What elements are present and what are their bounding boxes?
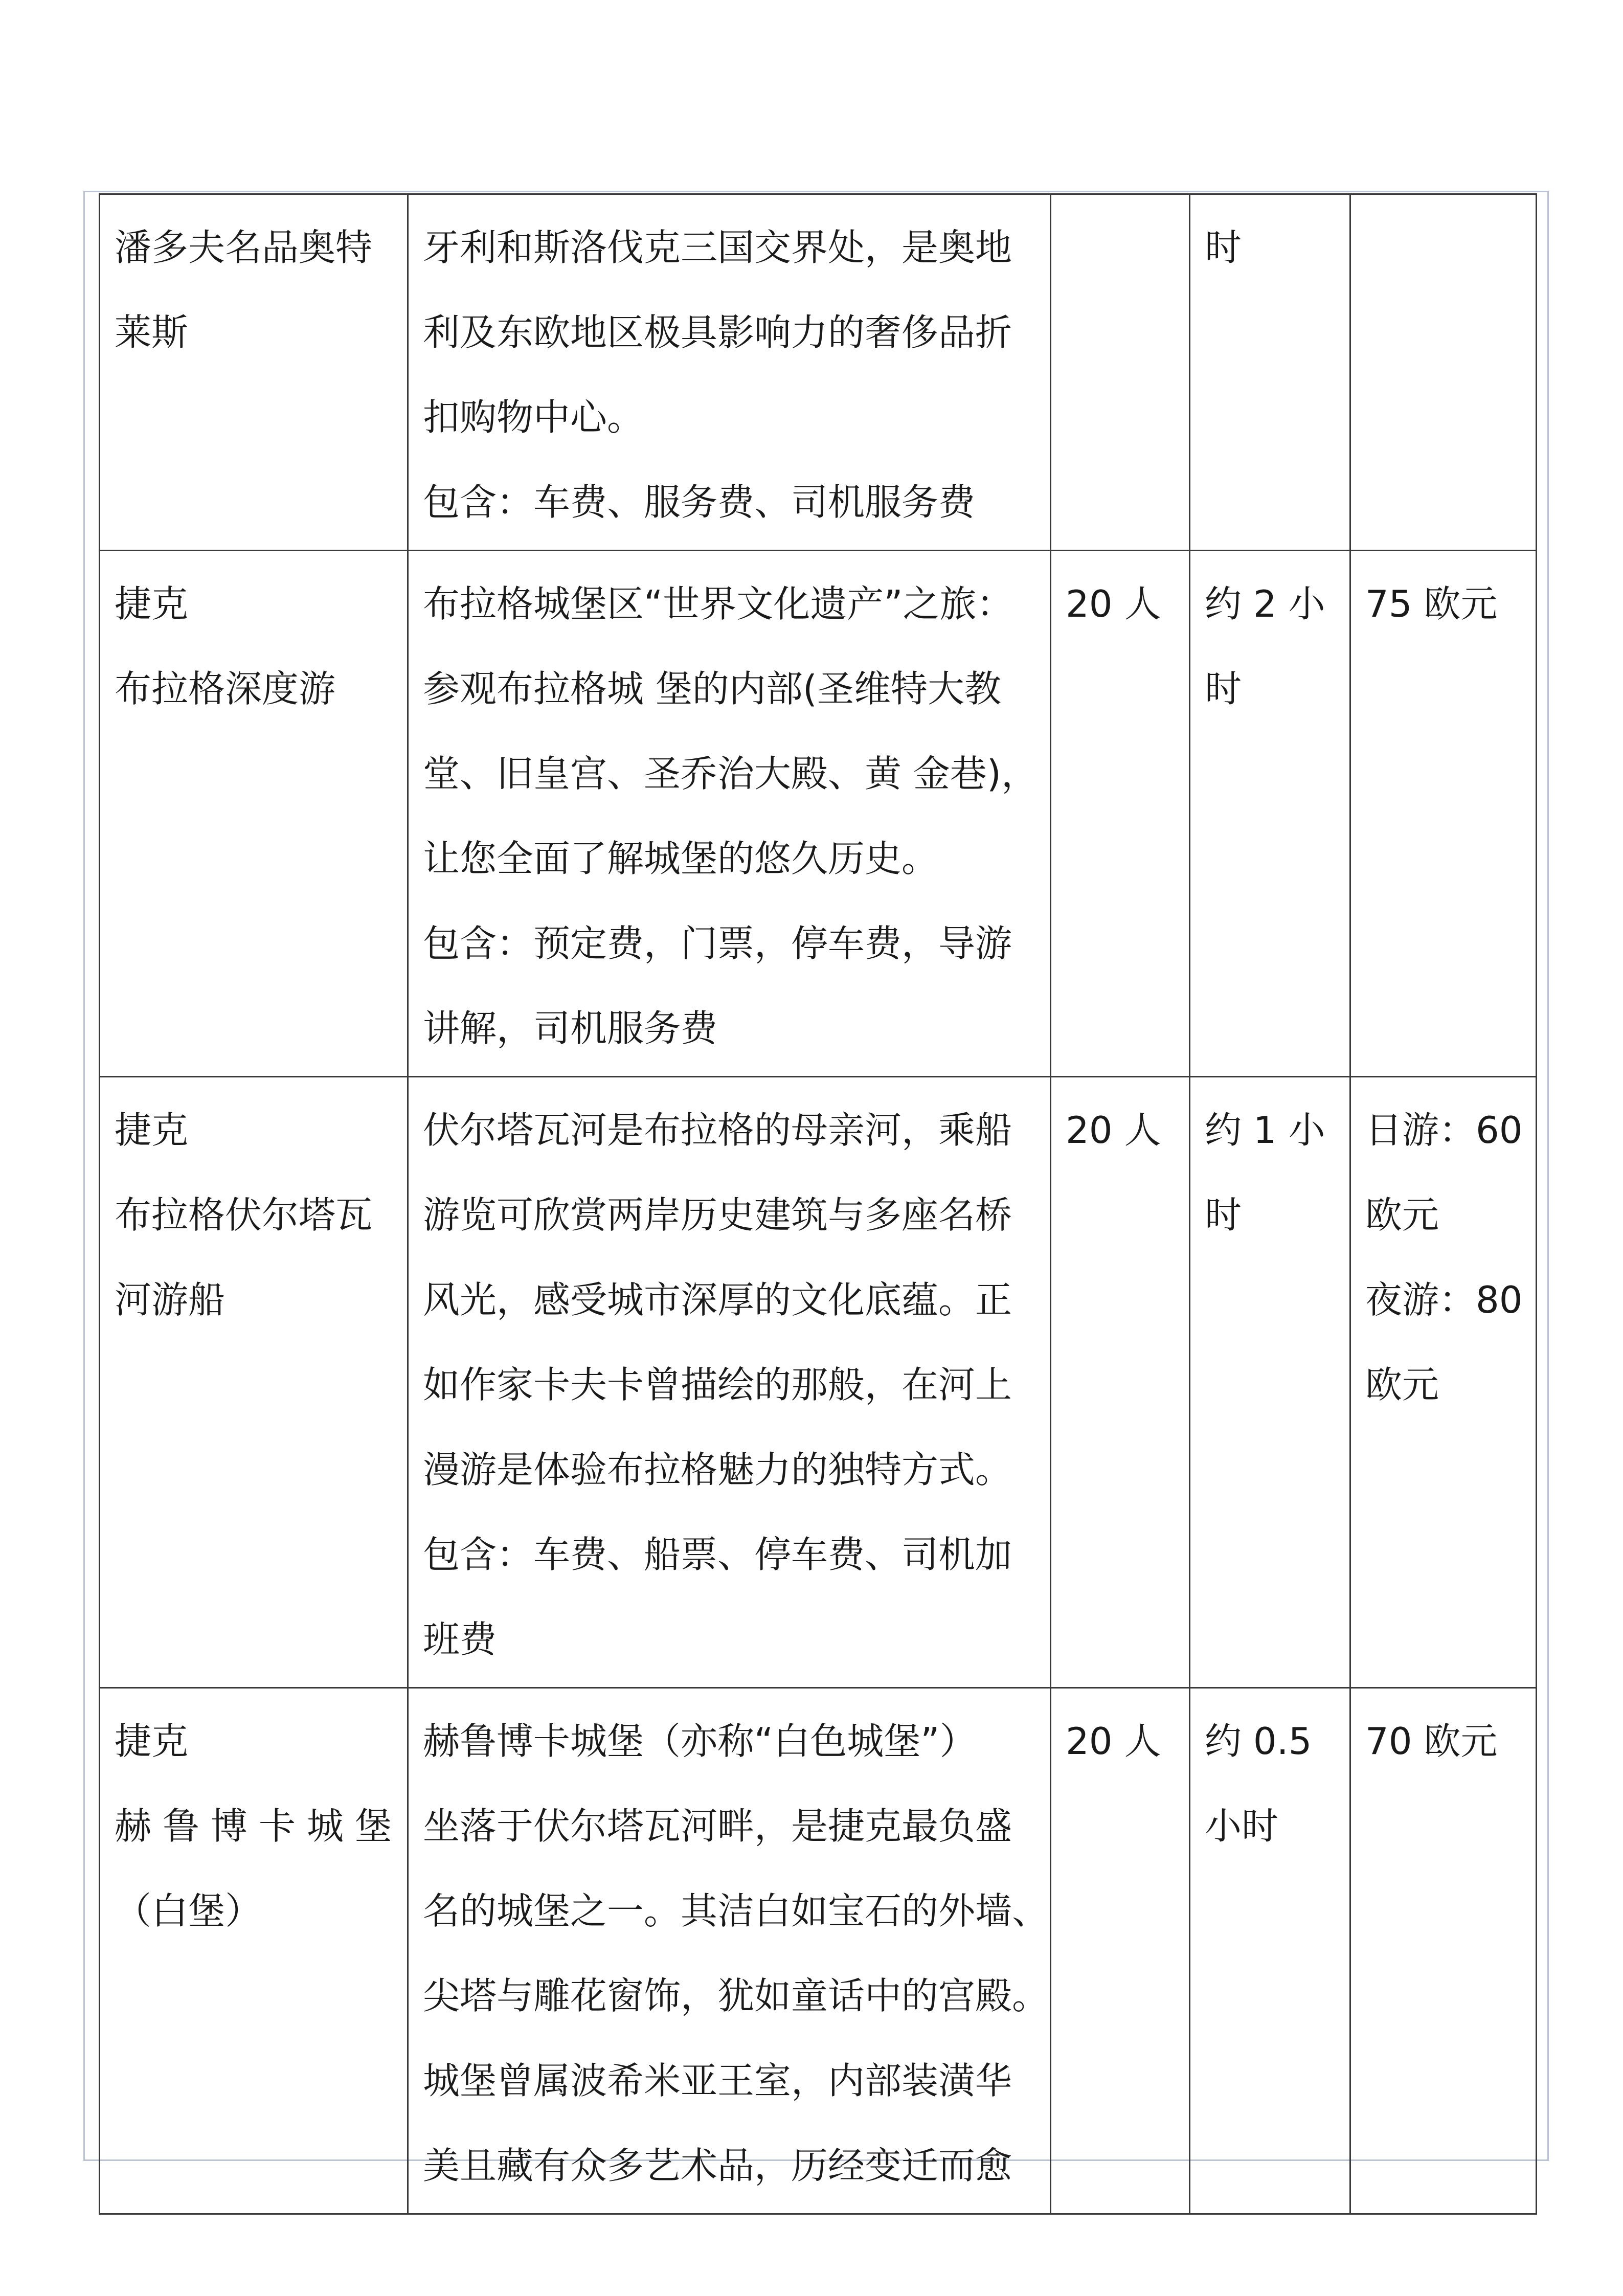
price-line: 日游：60 [1365, 1109, 1523, 1152]
price-line: 欧元 [1365, 1363, 1439, 1406]
duration-line: 时 [1205, 1194, 1242, 1236]
duration-line: 时 [1205, 226, 1242, 269]
price-line: 欧元 [1365, 1194, 1439, 1236]
description-cell [408, 551, 1051, 1077]
table-row [100, 551, 1537, 1077]
duration-cell [1190, 1688, 1350, 2214]
description-line: 伏尔塔瓦河是布拉格的母亲河，乘船 [423, 1109, 1012, 1152]
description-line: 城堡曾属波希米亚王室，内部装潢华 [423, 2059, 1012, 2102]
description-cell [408, 1077, 1051, 1688]
price-line: 75 欧元 [1365, 582, 1498, 625]
description-line: 讲解，司机服务费 [423, 1007, 718, 1050]
description-cell [408, 1688, 1051, 2214]
table-row [100, 1077, 1537, 1688]
duration-line: 约 1 小 [1205, 1109, 1325, 1152]
price-cell [1350, 1688, 1537, 2214]
price-cell [1350, 551, 1537, 1077]
duration-cell [1190, 1077, 1350, 1688]
duration-line: 小时 [1205, 1805, 1279, 1848]
capacity-value: 20 人 [1066, 1109, 1161, 1152]
destination-line: 捷克 [115, 582, 189, 625]
description-line: 风光，感受城市深厚的文化底蕴。正 [423, 1278, 1012, 1321]
destination-line: （白堡） [115, 1889, 262, 1932]
description-line: 参观布拉格城 堡的内部(圣维特大教 [423, 667, 1001, 710]
description-line: 堂、旧皇宫、圣乔治大殿、黄 金巷)， [423, 752, 1038, 795]
destination-line: 捷克 [115, 1720, 189, 1763]
destination-cell [100, 1688, 408, 2214]
price-line: 夜游：80 [1365, 1278, 1523, 1321]
capacity-cell [1051, 194, 1190, 551]
price-cell [1350, 1077, 1537, 1688]
description-line: 名的城堡之一。其洁白如宝石的外墙、 [423, 1889, 1049, 1932]
description-line: 利及东欧地区极具影响力的奢侈品折 [423, 311, 1012, 354]
duration-cell [1190, 551, 1350, 1077]
destination-line: 潘多夫名品奥特 [115, 226, 373, 269]
destination-cell [100, 551, 408, 1077]
capacity-cell [1051, 1688, 1190, 2214]
table-row [100, 194, 1537, 551]
destination-line: 捷克 [115, 1109, 189, 1152]
destination-cell [100, 194, 408, 551]
description-line: 漫游是体验布拉格魅力的独特方式。 [423, 1448, 1012, 1491]
description-line: 班费 [423, 1618, 497, 1661]
destination-line: 河游船 [115, 1278, 226, 1321]
table-row [100, 1688, 1537, 2214]
description-line: 包含：预定费，门票，停车费，导游 [423, 922, 1012, 965]
destination-line: 布拉格伏尔塔瓦 [115, 1194, 373, 1236]
description-line: 扣购物中心。 [423, 396, 644, 439]
duration-line: 时 [1205, 667, 1242, 710]
description-line: 布拉格城堡区“世界文化遗产”之旅： [423, 582, 1013, 625]
capacity-value: 20 人 [1066, 582, 1161, 625]
destination-line: 赫鲁博卡城堡 [115, 1805, 403, 1848]
description-line: 游览可欣赏两岸历史建筑与多座名桥 [423, 1194, 1012, 1236]
price-line: 70 欧元 [1365, 1720, 1498, 1763]
price-cell [1350, 194, 1537, 551]
destination-line: 莱斯 [115, 311, 189, 354]
description-line: 包含：车费、服务费、司机服务费 [423, 481, 976, 524]
description-line: 让您全面了解城堡的悠久历史。 [423, 837, 939, 880]
duration-line: 约 2 小 [1205, 582, 1325, 625]
itinerary-table [99, 193, 1537, 2215]
description-line: 如作家卡夫卡曾描绘的那般，在河上 [423, 1363, 1012, 1406]
capacity-cell [1051, 1077, 1190, 1688]
capacity-cell [1051, 551, 1190, 1077]
capacity-value: 20 人 [1066, 1720, 1161, 1763]
description-line: 坐落于伏尔塔瓦河畔，是捷克最负盛 [423, 1805, 1012, 1848]
description-line: 美且藏有众多艺术品，历经变迁而愈 [423, 2144, 1012, 2187]
destination-line: 布拉格深度游 [115, 667, 336, 710]
description-line: 牙利和斯洛伐克三国交界处，是奥地 [423, 226, 1012, 269]
destination-cell [100, 1077, 408, 1688]
description-line: 赫鲁博卡城堡（亦称“白色城堡”） [423, 1720, 977, 1763]
description-cell [408, 194, 1051, 551]
duration-line: 约 0.5 [1205, 1720, 1312, 1763]
description-line: 尖塔与雕花窗饰，犹如童话中的宫殿。 [423, 1974, 1049, 2017]
description-line: 包含：车费、船票、停车费、司机加 [423, 1533, 1012, 1576]
duration-cell [1190, 194, 1350, 551]
